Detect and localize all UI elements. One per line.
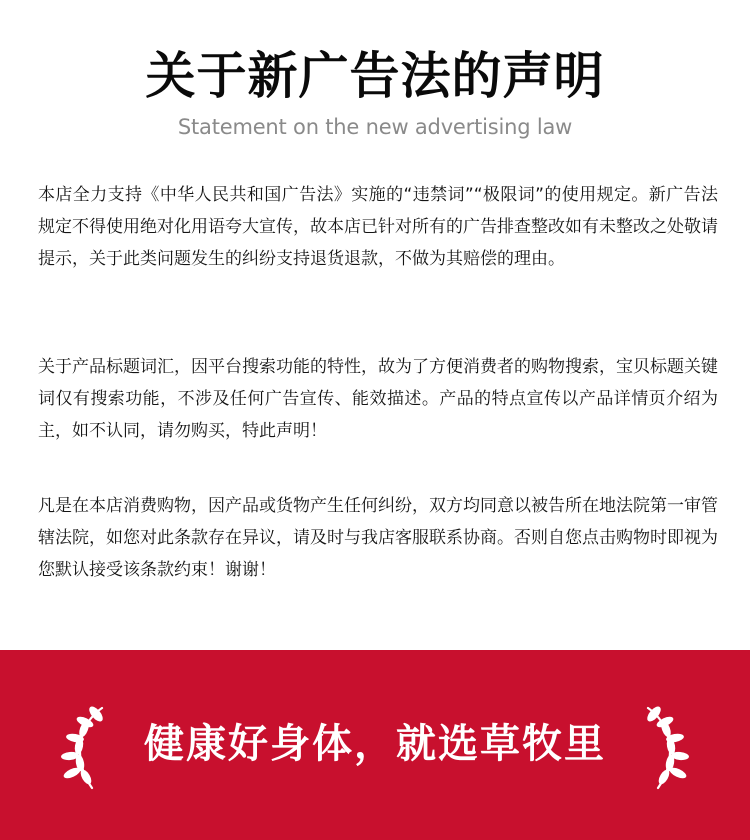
slogan-text: 健康好身体，就选草牧里 <box>144 721 606 767</box>
page-title: 关于新广告法的声明 <box>145 47 605 105</box>
paragraph-advertising-law: 本店全力支持《中华人民共和国广告法》实施的“违禁词”“极限词”的使用规定。新广告法规定不得使用绝对化用语夸大宣传，故本店已针对所有的广告排查整改如有未整改之处敬请提示，关于此类问题发生的纠纷支持退货退款，不做为其赔偿的理由。 <box>38 185 718 269</box>
laurel-wreath-icon <box>636 702 692 792</box>
slogan-banner <box>0 650 750 840</box>
paragraph-title-keywords: 关于产品标题词汇，因平台搜索功能的特性，故为了方便消费者的购物搜索，宝贝标题关键词仅有搜索功能，不涉及任何广告宣传、能效描述。产品的特点宣传以产品详情页介绍为主，如不认同，请勿购买，特此声明！ <box>38 357 718 441</box>
paragraph-dispute-jurisdiction: 凡是在本店消费购物，因产品或货物产生任何纠纷，双方均同意以被告所在地法院第一审管辖法院，如您对此条款存在异议，请及时与我店客服联系协商。否则自您点击购物时即视为您默认接受该条款约束！谢谢！ <box>38 496 718 580</box>
page-subtitle: Statement on the new advertising law <box>177 115 573 139</box>
